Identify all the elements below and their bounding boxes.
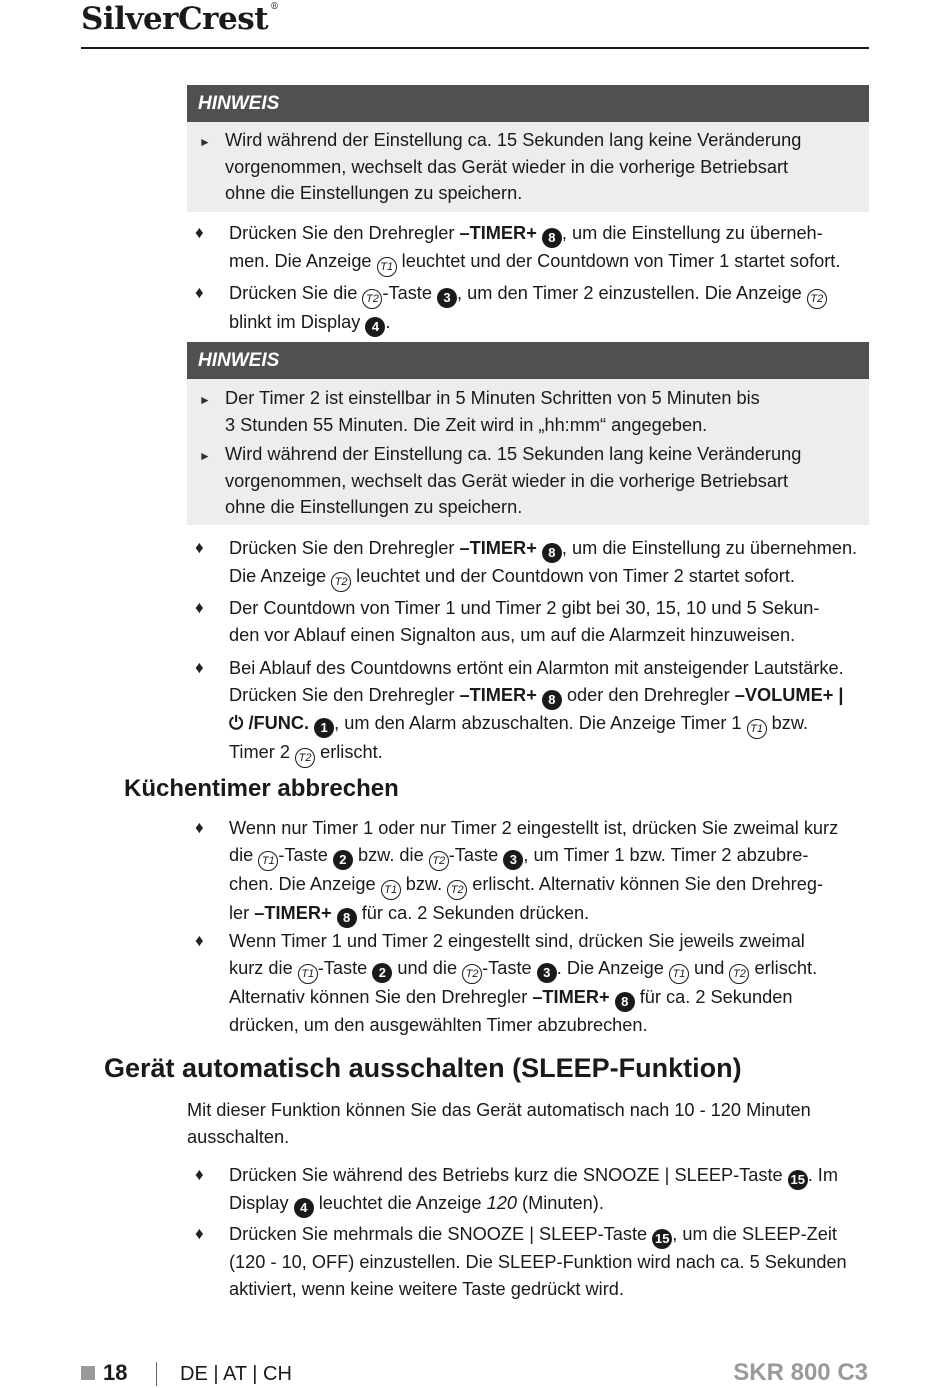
diamond-bullet-icon: ♦ — [195, 223, 204, 242]
t1-indicator-icon: T1 — [377, 257, 397, 277]
diamond-bullet-icon: ♦ — [195, 538, 204, 557]
item-8-icon: 8 — [337, 908, 357, 928]
t1-indicator-icon: T1 — [298, 964, 318, 984]
power-icon: ⏻ — [229, 712, 244, 733]
list-item: Drücken Sie während des Betriebs kurz die SNOOZE | SLEEP-Taste 15 . Im Display 4 leuchtet die Anzeige 120 (Minuten). — [229, 1162, 838, 1218]
silvercrest-logo: SilverCrest ® — [81, 1, 279, 37]
item-8-icon: 8 — [542, 690, 562, 710]
diamond-bullet-icon: ♦ — [195, 931, 204, 950]
item-15-icon: 15 — [652, 1229, 672, 1249]
footer-divider — [156, 1362, 157, 1386]
section-intro: Mit dieser Funktion können Sie das Gerät automatisch nach 10 - 120 Minuten ausschalten. — [187, 1100, 811, 1147]
item-8-icon: 8 — [542, 228, 562, 248]
diamond-bullet-icon: ♦ — [195, 818, 204, 837]
note-text: Wird während der Einstellung ca. 15 Sekunden lang keine Veränderung vorgenommen, wechselt das Gerät wieder in die vorherige Betriebsart ohne die Einstellungen zu speichern. — [225, 444, 802, 518]
note-text: Der Timer 2 ist einstellbar in 5 Minuten Schritten von 5 Minuten bis 3 Stunden 55 Minuten. Die Zeit wird in „hh:mm“ angegeben. — [225, 388, 760, 435]
arrow-bullet-icon: ► — [199, 135, 211, 149]
diamond-bullet-icon: ♦ — [195, 1224, 204, 1243]
model-number: SKR 800 C3 — [733, 1359, 868, 1386]
list-item: Drücken Sie den Drehregler –TIMER+ 8 , um die Einstellung zu überneh- men. Die Anzeige T1 leuchtet und der Countdown von Timer 1 startet sofort. — [229, 220, 840, 277]
list-item: Wenn Timer 1 und Timer 2 eingestellt sind, drücken Sie jeweils zweimal kurz die T1 -Taste 2 und die T2 -Taste 3 . Die Anzeige T1 und T2 erlischt. Alternativ können Sie den Drehregler –TIMER+ 8 für ca. 2 Sekunden drücken, um den ausgewählten Timer abzubrechen. — [229, 931, 818, 1035]
diamond-bullet-icon: ♦ — [195, 1165, 204, 1184]
t2-indicator-icon: T2 — [447, 880, 467, 900]
diamond-bullet-icon: ♦ — [195, 658, 204, 677]
list-item: Drücken Sie den Drehregler –TIMER+ 8 , um die Einstellung zu übernehmen. Die Anzeige T2 leuchtet und der Countdown von Timer 2 startet sofort. — [229, 535, 857, 592]
diamond-bullet-icon: ♦ — [195, 283, 204, 302]
list-item: Drücken Sie die T2 -Taste 3 , um den Timer 2 einzustellen. Die Anzeige T2 blinkt im Display 4 . — [229, 280, 827, 337]
note-header: HINWEIS — [187, 85, 869, 122]
diamond-bullet-icon: ♦ — [195, 598, 204, 617]
country-codes: DE | AT | CH — [180, 1363, 292, 1385]
t2-indicator-icon: T2 — [807, 289, 827, 309]
t2-indicator-icon: T2 — [729, 964, 749, 984]
item-3-icon: 3 — [437, 288, 457, 308]
note-header: HINWEIS — [187, 342, 869, 379]
t2-indicator-icon: T2 — [429, 851, 449, 871]
footer-square — [81, 1366, 95, 1380]
item-4-icon: 4 — [294, 1198, 314, 1218]
t2-indicator-icon: T2 — [295, 748, 315, 768]
list-item: Bei Ablauf des Countdowns ertönt ein Alarmton mit ansteigender Lautstärke. Drücken Sie den Drehregler –TIMER+ 8 oder den Drehregler –VOLUME+ | ⏻ /FUNC. 1 , um den Alarm abzuschalten. Die Anzeige Timer 1 T1 bzw. Timer 2 T2 erlischt. — [229, 655, 844, 768]
list-item: Drücken Sie mehrmals die SNOOZE | SLEEP-Taste 15 , um die SLEEP-Zeit (120 - 10, OFF) einzustellen. Die SLEEP-Funktion wird nach ca. 5 Sekunden aktiviert, wenn keine weitere Taste gedrückt wird. — [229, 1224, 847, 1299]
note-text: Wird während der Einstellung ca. 15 Sekunden lang keine Veränderung vorgenommen, wechselt das Gerät wieder in die vorherige Betriebsart ohne die Einstellungen zu speichern. — [225, 130, 802, 204]
arrow-bullet-icon: ► — [199, 393, 211, 407]
section-heading: Gerät automatisch ausschalten (SLEEP-Funktion) — [104, 1053, 742, 1083]
t1-indicator-icon: T1 — [669, 964, 689, 984]
t1-indicator-icon: T1 — [747, 719, 767, 739]
item-1-icon: 1 — [314, 718, 334, 738]
item-8-icon: 8 — [615, 992, 635, 1012]
t2-indicator-icon: T2 — [362, 289, 382, 309]
t2-indicator-icon: T2 — [462, 964, 482, 984]
item-4-icon: 4 — [365, 317, 385, 337]
page-number: 18 — [103, 1360, 128, 1385]
item-15-icon: 15 — [788, 1170, 808, 1190]
item-3-icon: 3 — [503, 850, 523, 870]
section-heading: Küchentimer abbrechen — [124, 775, 399, 802]
header-rule — [81, 47, 869, 49]
item-2-icon: 2 — [333, 850, 353, 870]
arrow-bullet-icon: ► — [199, 449, 211, 463]
item-8-icon: 8 — [542, 543, 562, 563]
t1-indicator-icon: T1 — [381, 880, 401, 900]
list-item: Der Countdown von Timer 1 und Timer 2 gibt bei 30, 15, 10 und 5 Sekun- den vor Ablauf einen Signalton aus, um auf die Alarmzeit hinzuweisen. — [229, 598, 820, 645]
t1-indicator-icon: T1 — [258, 851, 278, 871]
item-2-icon: 2 — [372, 963, 392, 983]
item-3-icon: 3 — [537, 963, 557, 983]
list-item: Wenn nur Timer 1 oder nur Timer 2 eingestellt ist, drücken Sie zweimal kurz die T1 -Taste 2 bzw. die T2 -Taste 3 , um Timer 1 bzw. Timer 2 abzubre- chen. Die Anzeige T1 bzw. T2 erlischt. Alternativ können Sie den Drehreg- ler –TIMER+ 8 für ca. 2 Sekunden drücken. — [229, 815, 838, 928]
t2-indicator-icon: T2 — [331, 572, 351, 592]
